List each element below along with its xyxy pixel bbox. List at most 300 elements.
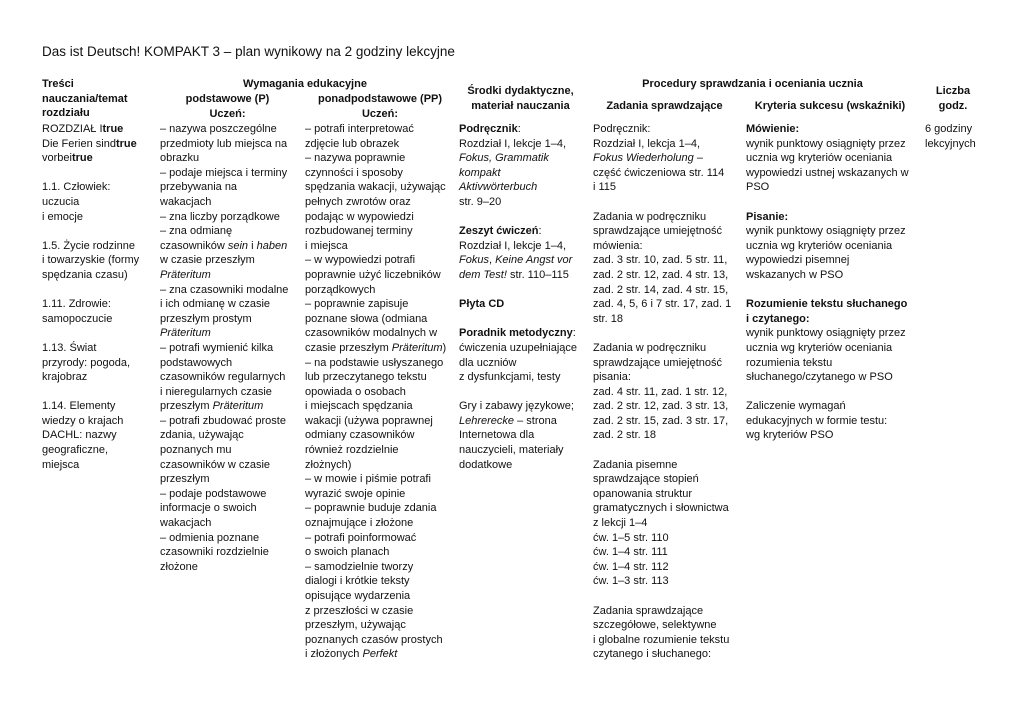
- spacer: [746, 195, 909, 210]
- text-line: [459, 224, 577, 239]
- text-segment: zdania, używając: [160, 429, 244, 442]
- text-segment: miejsca: [42, 458, 80, 471]
- text-segment: – podaje podstawowe: [160, 487, 267, 500]
- text-line: [160, 414, 288, 429]
- text-line: [746, 137, 909, 152]
- text-segment: – w wypowiedzi potrafi: [305, 254, 416, 267]
- text-segment: złożone: [160, 560, 198, 573]
- text-line: [459, 428, 577, 443]
- text-line: [160, 253, 288, 268]
- text-line: [459, 297, 577, 312]
- text-line: [305, 618, 446, 633]
- page-title: Das ist Deutsch! KOMPAKT 3 – plan wynikowy na 2 godziny lekcyjne: [42, 44, 455, 59]
- text-segment: czasie przeszłym: [305, 341, 392, 354]
- text-segment: – na podstawie usłyszanego: [305, 356, 444, 369]
- text-segment: :: [572, 327, 576, 340]
- text-segment: 1.13. Świat: [42, 341, 97, 354]
- text-line: [593, 253, 731, 268]
- text-line: [593, 560, 731, 575]
- text-segment: czasowników regularnych: [160, 371, 286, 384]
- text-line: [305, 399, 446, 414]
- text-segment: zad. 2 str. 12, zad. 3 str. 13,: [593, 400, 729, 413]
- text-line: [160, 195, 288, 210]
- text-segment: informacje o swoich: [160, 502, 257, 515]
- text-segment: Präteritum: [160, 327, 211, 340]
- text-line: [305, 560, 446, 575]
- text-line: [459, 399, 577, 414]
- text-line: [593, 122, 731, 137]
- column-srodki: [459, 122, 577, 472]
- spacer: [459, 385, 577, 400]
- text-segment: opanowania struktur: [593, 487, 693, 500]
- text-line: [305, 589, 446, 604]
- text-segment: Fokus, Grammatik: [459, 152, 549, 165]
- text-segment: wg kryteriów PSO: [746, 429, 834, 442]
- text-segment: przedmioty lub miejsca na: [160, 137, 288, 150]
- text-line: [459, 326, 577, 341]
- header-srodki-line: Środki dydaktyczne,: [467, 85, 574, 97]
- text-line: [160, 297, 288, 312]
- text-line: [160, 239, 288, 254]
- text-segment: – zna odmianę: [160, 225, 233, 238]
- text-line: [160, 224, 288, 239]
- text-line: [746, 399, 909, 414]
- text-segment: sprawdzające umiejętność: [593, 356, 723, 369]
- text-segment: czasowników: [160, 239, 228, 252]
- text-line: [459, 253, 577, 268]
- text-segment: DACHL: nazwy: [42, 429, 117, 442]
- text-segment: str. 9–20: [459, 195, 502, 208]
- text-segment: – poprawnie buduje zdania: [305, 502, 437, 515]
- text-segment: – samodzielnie tworzy: [305, 560, 414, 573]
- text-segment: – potrafi wymienić kilka: [160, 341, 274, 354]
- text-line: [42, 443, 139, 458]
- text-segment: – zna liczby porządkowe: [160, 210, 280, 223]
- spacer: [593, 443, 731, 458]
- text-line: [746, 341, 909, 356]
- text-line: [160, 370, 288, 385]
- text-line: [593, 180, 731, 195]
- text-line: [459, 370, 577, 385]
- text-segment: dem Test!: [459, 268, 507, 281]
- text-segment: Gry i zabawy językowe;: [459, 400, 574, 413]
- text-segment: wiedzy o krajach: [42, 414, 124, 427]
- spacer: [42, 326, 139, 341]
- text-line: [305, 370, 446, 385]
- text-line: [593, 618, 731, 633]
- spacer: [593, 326, 731, 341]
- text-line: [593, 268, 731, 283]
- text-line: [160, 326, 288, 341]
- text-segment: Aktivwörterbuch: [459, 181, 538, 194]
- text-line: [160, 399, 288, 414]
- text-line: [160, 458, 288, 473]
- text-segment: 1.5. Życie rodzinne: [42, 239, 135, 252]
- text-line: [305, 166, 446, 181]
- header-liczba-line: godz.: [938, 99, 968, 112]
- text-segment: przeszłym: [160, 473, 210, 486]
- text-segment: czasowniki rozdzielnie: [160, 546, 269, 559]
- text-segment: Zadania sprawdzające: [593, 604, 704, 617]
- text-segment: – nazywa poprawnie: [305, 152, 406, 165]
- text-line: [160, 210, 288, 225]
- text-segment: z przeszłości w czasie: [305, 604, 414, 617]
- text-line: [160, 166, 288, 181]
- text-line: [593, 151, 731, 166]
- text-segment: szczegółowe, selektywne: [593, 619, 717, 632]
- text-segment: Präteritum: [212, 400, 264, 413]
- text-line: [746, 180, 909, 195]
- text-line: [459, 122, 577, 137]
- header-podstawowe: podstawowe (P): [185, 93, 270, 105]
- text-segment: zdjęcie lub obrazek: [305, 137, 400, 150]
- text-segment: i nieregularnych czasie: [160, 385, 272, 398]
- text-segment: mówienia:: [593, 239, 643, 252]
- text-line: [305, 545, 446, 560]
- text-segment: Poradnik metodyczny: [459, 327, 573, 340]
- text-line: [746, 370, 909, 385]
- column-zadania: [593, 122, 731, 662]
- text-line: [593, 137, 731, 152]
- text-line: [593, 604, 731, 619]
- text-line: [459, 268, 577, 283]
- text-segment: Fokus: [459, 254, 489, 267]
- text-line: [42, 414, 139, 429]
- text-segment: krajobraz: [42, 371, 88, 384]
- column-ponadpodstawowe: [305, 122, 446, 662]
- text-segment: Zadania pisemne: [593, 458, 678, 471]
- text-line: [305, 326, 446, 341]
- text-segment: sprawdzające stopień: [593, 473, 699, 486]
- text-line: [746, 312, 909, 327]
- text-line: [746, 122, 909, 137]
- text-segment: ćwiczenia uzupełniające: [459, 341, 578, 354]
- text-segment: zad. 4, 5, 6 i 7 str. 17, zad. 1: [593, 298, 732, 311]
- text-segment: PSO: [746, 181, 770, 194]
- text-segment: – odmienia poznane: [160, 531, 260, 544]
- text-segment: również rozdzielnie: [305, 444, 399, 457]
- text-segment: podając w wypowiedzi: [305, 210, 414, 223]
- text-line: [305, 414, 446, 429]
- text-line: [42, 151, 139, 166]
- text-line: [746, 428, 909, 443]
- text-line: [459, 414, 577, 429]
- spacer: [746, 283, 909, 298]
- text-segment: str. 18: [593, 312, 623, 325]
- text-segment: czasowników w czasie: [160, 458, 271, 471]
- header-wymagania: Wymagania edukacyjne: [243, 78, 367, 90]
- text-line: [42, 297, 139, 312]
- text-segment: wynik punktowy osiągnięty przez: [746, 137, 906, 150]
- text-line: [459, 137, 577, 152]
- text-line: [593, 283, 731, 298]
- text-segment: Rozdział I, lekcja 1–4,: [593, 137, 700, 150]
- text-segment: słuchanego/czytanego w PSO: [746, 371, 893, 384]
- text-line: [42, 137, 139, 152]
- text-segment: – strona: [514, 414, 557, 427]
- text-segment: przeszłym prostym: [160, 312, 252, 325]
- text-segment: wakacjach: [160, 195, 212, 208]
- text-line: [305, 487, 446, 502]
- text-line: [593, 356, 731, 371]
- text-line: [593, 166, 731, 181]
- text-segment: – poprawnie zapisuje: [305, 298, 409, 311]
- column-liczba: [925, 122, 976, 151]
- text-segment: z dysfunkcjami, testy: [459, 371, 561, 384]
- text-line: [593, 516, 731, 531]
- text-line: [746, 268, 909, 283]
- text-line: [305, 531, 446, 546]
- text-segment: lekcyjnych: [925, 137, 976, 150]
- text-line: [160, 487, 288, 502]
- text-segment: obrazku: [160, 152, 200, 165]
- text-line: [305, 297, 446, 312]
- text-line: [305, 647, 446, 662]
- text-line: [925, 122, 976, 137]
- spacer: [459, 312, 577, 327]
- header-liczba: [922, 84, 984, 113]
- text-line: [42, 399, 139, 414]
- text-line: [459, 341, 577, 356]
- text-segment: Rozdział I, lekcje 1–4,: [459, 239, 566, 252]
- spacer: [42, 224, 139, 239]
- text-line: [42, 458, 139, 473]
- text-line: [593, 472, 731, 487]
- text-segment: Präteritum: [160, 268, 211, 281]
- text-line: [160, 356, 288, 371]
- text-line: [305, 239, 446, 254]
- text-line: [160, 341, 288, 356]
- text-segment: Die Ferien sind: [42, 137, 116, 150]
- text-segment: czynności i sposoby: [305, 166, 403, 179]
- text-line: [593, 370, 731, 385]
- spacer: [593, 589, 731, 604]
- text-segment: ucznia wg kryteriów oceniania: [746, 239, 893, 252]
- header-liczba-line: Liczba: [935, 85, 971, 97]
- text-segment: w czasie przeszłym: [160, 254, 255, 267]
- spacer: [459, 283, 577, 298]
- text-line: [160, 531, 288, 546]
- text-segment: opisujące wydarzenia: [305, 590, 411, 602]
- text-line: [459, 443, 577, 458]
- text-segment: – zna czasowniki modalne: [160, 283, 289, 296]
- text-segment: przeszłym, używając: [305, 619, 406, 632]
- header-srodki-line: materiał nauczania: [471, 99, 570, 112]
- text-segment: i złożonych: [305, 648, 363, 661]
- text-segment: porządkowych: [305, 283, 376, 296]
- text-line: [593, 647, 731, 662]
- text-segment: zad. 2 str. 18: [593, 429, 656, 442]
- text-segment: część ćwiczeniowa str. 114: [593, 166, 725, 179]
- spacer: [42, 166, 139, 181]
- text-segment: Płyta CD: [459, 298, 505, 311]
- text-segment: – w mowie i piśmie potrafi: [305, 473, 431, 486]
- text-segment: 1.11. Zdrowie:: [42, 298, 111, 311]
- text-line: [42, 428, 139, 443]
- text-line: [305, 151, 446, 166]
- text-line: [459, 239, 577, 254]
- text-segment: złożnych): [305, 458, 352, 471]
- text-line: [160, 137, 288, 152]
- text-segment: przyrody: pogoda,: [42, 356, 131, 369]
- text-line: [160, 516, 288, 531]
- text-segment: spędzania wakacji, używając: [305, 181, 446, 194]
- text-line: [305, 195, 446, 210]
- text-segment: dla uczniów: [459, 356, 517, 369]
- text-segment: poznanych czasów prostych: [305, 633, 443, 646]
- text-segment: ćw. 1–4 str. 112: [593, 560, 669, 573]
- text-line: [746, 210, 909, 225]
- text-segment: rozumienia tekstu: [746, 356, 833, 369]
- text-segment: i towarzyskie (formy: [42, 254, 140, 267]
- text-segment: ucznia wg kryteriów oceniania: [746, 341, 893, 354]
- text-segment: oznajmujące i złożone: [305, 517, 414, 530]
- text-segment: i globalne rozumienie tekstu: [593, 633, 730, 646]
- text-segment: ,: [488, 254, 496, 267]
- text-segment: Keine Angst vor: [495, 254, 573, 267]
- text-line: [305, 574, 446, 589]
- header-procedury: Procedury sprawdzania i oceniania ucznia: [642, 78, 863, 90]
- text-segment: odmiany czasowników: [305, 429, 415, 442]
- text-segment: Internetowa dla: [459, 429, 535, 442]
- text-segment: zad. 2 str. 15, zad. 3 str. 17,: [593, 414, 729, 427]
- text-line: [593, 501, 731, 516]
- text-segment: Zeszyt ćwiczeń: [459, 225, 539, 238]
- text-segment: Lehrerecke: [459, 414, 515, 427]
- text-line: [593, 399, 731, 414]
- text-segment: Mówienie:: [746, 123, 800, 135]
- text-segment: haben: [256, 239, 288, 252]
- text-line: [160, 122, 288, 137]
- text-line: [593, 428, 731, 443]
- text-segment: – potrafi interpretować: [305, 123, 414, 135]
- text-line: [593, 385, 731, 400]
- header-tresci-line: Treści: [42, 78, 74, 90]
- text-segment: – nazywa poszczególne: [160, 123, 277, 135]
- text-segment: wskazanych w PSO: [746, 268, 844, 281]
- text-line: [593, 239, 731, 254]
- spacer: [459, 210, 577, 225]
- text-line: [593, 487, 731, 502]
- text-line: [42, 180, 139, 195]
- text-segment: o swoich planach: [305, 546, 390, 559]
- text-segment: przebywania na: [160, 181, 238, 194]
- text-segment: pełnych zwrotów oraz: [305, 195, 411, 208]
- text-segment: i: [248, 239, 257, 252]
- text-line: [746, 224, 909, 239]
- text-segment: wynik punktowy osiągnięty przez: [746, 225, 906, 238]
- text-segment: 1.1. Człowiek:: [42, 181, 111, 194]
- text-line: [305, 516, 446, 531]
- text-segment: rozbudowanej terminy: [305, 225, 413, 238]
- text-line: [305, 458, 446, 473]
- text-segment: 1.14. Elementy: [42, 400, 116, 413]
- spacer: [746, 385, 909, 400]
- text-segment: i czytanego:: [746, 312, 810, 325]
- text-segment: zad. 4 str. 11, zad. 1 str. 12,: [593, 385, 728, 398]
- column-kryteria: [746, 122, 909, 443]
- text-segment: Fokus Wiederholung: [593, 152, 694, 165]
- text-segment: ćw. 1–5 str. 110: [593, 531, 669, 544]
- text-line: [593, 341, 731, 356]
- text-segment: wypowiedzi ustnej wskazanych w: [746, 166, 909, 179]
- text-segment: true: [71, 152, 93, 165]
- text-line: [42, 195, 139, 210]
- text-line: [746, 166, 909, 181]
- text-line: [305, 137, 446, 152]
- text-line: [746, 356, 909, 371]
- text-segment: ćw. 1–3 str. 113: [593, 575, 669, 588]
- text-line: [593, 633, 731, 648]
- text-segment: wakacji (używa poprawnej: [305, 414, 433, 427]
- text-segment: – potrafi poinformować: [305, 531, 417, 544]
- text-segment: wypowiedzi pisemnej: [746, 254, 850, 267]
- header-uczen-pp: Uczeń:: [361, 108, 399, 120]
- text-segment: pisania:: [593, 371, 631, 384]
- header-tresci-line: nauczania/temat: [42, 92, 128, 105]
- text-segment: Perfekt: [362, 648, 398, 661]
- text-segment: gramatycznych i słownictwa: [593, 502, 729, 515]
- text-segment: zad. 3 str. 10, zad. 5 str. 11,: [593, 254, 728, 267]
- text-segment: samopoczucie: [42, 312, 113, 325]
- text-segment: przeszłym: [160, 400, 213, 413]
- text-segment: wakacjach: [160, 517, 212, 530]
- text-line: [925, 137, 976, 152]
- text-segment: str. 110–115: [506, 268, 569, 281]
- text-line: [593, 545, 731, 560]
- text-segment: sprawdzające umiejętność: [593, 225, 723, 238]
- text-line: [593, 224, 731, 239]
- text-line: [593, 312, 731, 327]
- text-segment: Podręcznik:: [593, 123, 651, 135]
- text-segment: ): [442, 341, 447, 354]
- text-line: [593, 414, 731, 429]
- text-segment: Zaliczenie wymagań: [746, 400, 846, 413]
- text-segment: ROZDZIAŁ I: [42, 123, 103, 135]
- text-line: [160, 268, 288, 283]
- text-line: [305, 633, 446, 648]
- text-segment: spędzania czasu): [42, 268, 128, 281]
- text-line: [746, 414, 909, 429]
- header-srodki: [458, 84, 583, 113]
- header-tresci: [42, 77, 128, 121]
- text-segment: zad. 2 str. 14, zad. 4 str. 15,: [593, 283, 729, 296]
- text-line: [746, 151, 909, 166]
- text-segment: geograficzne,: [42, 444, 109, 457]
- text-segment: Präteritum: [391, 341, 443, 354]
- text-line: [160, 385, 288, 400]
- text-line: [305, 224, 446, 239]
- text-line: [305, 253, 446, 268]
- text-segment: kompakt: [459, 166, 501, 179]
- text-line: [305, 385, 446, 400]
- text-segment: –: [693, 152, 703, 165]
- text-line: [593, 531, 731, 546]
- text-line: [746, 239, 909, 254]
- header-tresci-line: rozdziału: [42, 107, 90, 120]
- text-line: [459, 458, 577, 473]
- text-line: [746, 253, 909, 268]
- text-segment: edukacyjnych w formie testu:: [746, 414, 888, 427]
- text-segment: Rozumienie tekstu słuchanego: [746, 298, 908, 311]
- text-line: [42, 253, 139, 268]
- text-line: [160, 312, 288, 327]
- text-segment: true: [115, 137, 137, 150]
- text-line: [42, 268, 139, 283]
- text-segment: Pisanie:: [746, 210, 789, 223]
- text-segment: i 115: [593, 181, 617, 194]
- text-segment: Zadania w podręczniku: [593, 341, 707, 354]
